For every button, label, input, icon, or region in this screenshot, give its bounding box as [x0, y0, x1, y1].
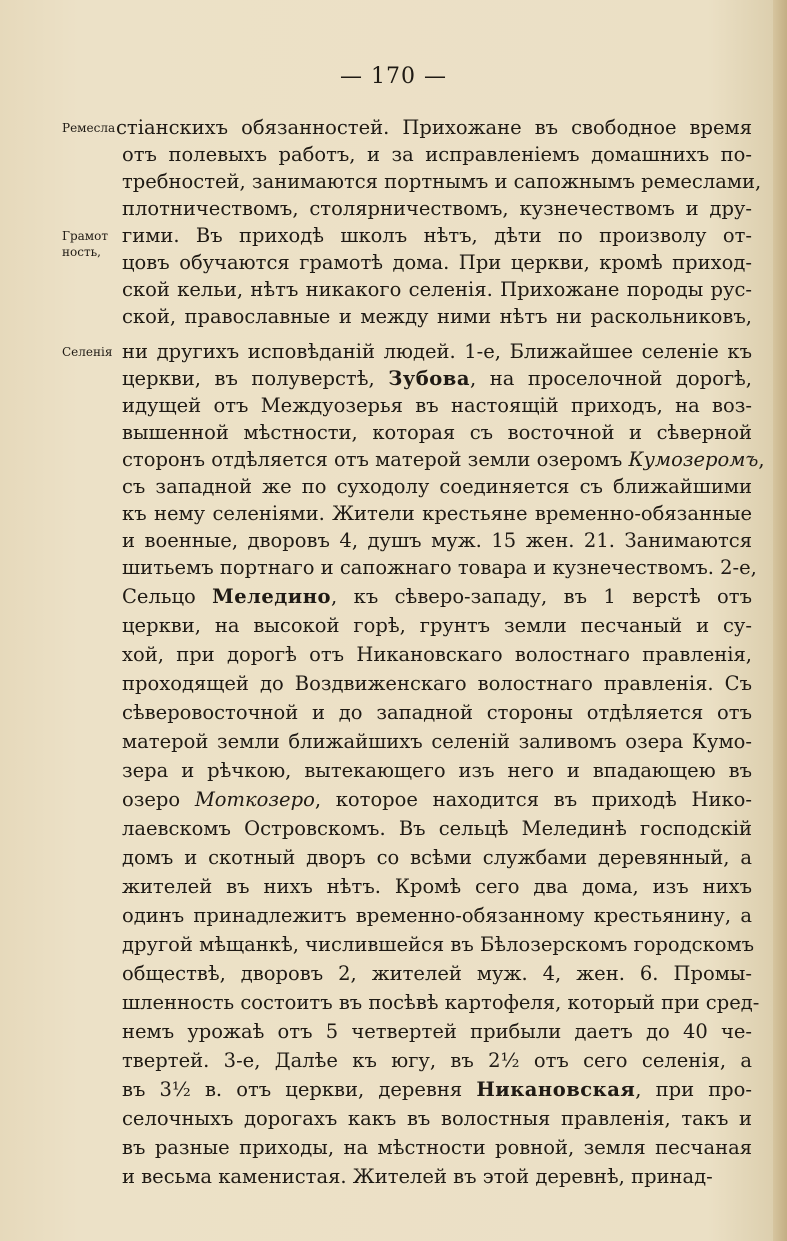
text-segment: озеро [122, 788, 195, 811]
text-segment: , которое находится въ приходѣ Нико- [314, 788, 752, 811]
text-segment: , на проселочной дорогѣ, [469, 367, 753, 390]
text-line: идущей отъ Междуозерья въ настоящій приходъ, на воз- [122, 394, 752, 417]
text-line [122, 446, 765, 473]
text-line: шитьемъ портнаго и сапожнаго товара и кузнечествомъ. 2-е, [122, 556, 757, 579]
margin-note-literacy-2: ность, [62, 245, 101, 259]
text-line: хой, при дорогѣ отъ Никановскаго волостнаго правленія, [122, 643, 752, 666]
text-line: другой мѣщанкѣ, числившейся въ Бѣлозерскомъ городскомъ [122, 933, 755, 956]
text-line: немъ урожаѣ отъ 5 четвертей прибыли даетъ до 40 че- [122, 1020, 752, 1043]
text-segment: , при про- [635, 1078, 752, 1101]
text-line: одинъ принадлежитъ временно-обязанному крестьянину, а [122, 904, 752, 927]
text-segment: Сельцо [122, 585, 213, 608]
text-segment: въ 3½ в. отъ церкви, деревня [122, 1078, 477, 1101]
text-line: ской кельи, нѣтъ никакого селенія. Прихожане породы рус- [122, 278, 752, 301]
village-name-zubova: Зубова [388, 367, 470, 390]
text-line: и весьма каменистая. Жителей въ этой деревнѣ, принад- [122, 1165, 713, 1188]
text-line: требностей, занимаются портнымъ и сапожнымъ ремеслами, [122, 170, 762, 193]
text-line: твертей. 3-е, Далѣе къ югу, въ 2½ отъ сего селенія, а [122, 1049, 752, 1072]
text-segment: сторонъ отдѣляется отъ матерой земли озеромъ [122, 448, 629, 471]
page-edge [773, 0, 787, 1241]
text-line: матерой земли ближайшихъ селеній заливомъ озера Кумо- [122, 730, 752, 753]
text-line: зера и рѣчкою, вытекающего изъ него и впадающею въ [122, 759, 752, 782]
text-line: проходящей до Воздвиженскаго волостнаго правленія. Съ [122, 672, 752, 695]
village-name-nikanovskaya: Никановская [476, 1078, 636, 1101]
text-line: домъ и скотный дворъ со всѣми службами деревянный, а [122, 846, 752, 869]
text-line [122, 583, 752, 610]
text-line [122, 365, 752, 392]
text-segment: , [758, 448, 765, 471]
text-line: вышенной мѣстности, которая съ восточной и сѣверной [122, 421, 752, 444]
text-line: и военные, дворовъ 4, душъ муж. 15 жен. 21. Занимаются [122, 529, 752, 552]
text-line: съ западной же по суходолу соединяется съ ближайшими [122, 475, 752, 498]
village-name-meledino: Мелединo [212, 585, 332, 608]
text-line: ни другихъ исповѣданій людей. 1-е, Ближайшее селеніе къ [122, 340, 752, 363]
text-line: сѣверовосточной и до западной стороны отдѣляется отъ [122, 701, 752, 724]
text-line: церкви, на высокой горѣ, грунтъ земли песчаный и су- [122, 614, 752, 637]
text-line [122, 786, 752, 813]
page-number: — 170 — [340, 64, 447, 89]
text-line: обществѣ, дворовъ 2, жителей муж. 4, жен. 6. Промы- [122, 962, 752, 985]
text-line: отъ полевыхъ работъ, и за исправленіемъ домашнихъ по- [122, 143, 752, 166]
lake-name-motkozero: Моткозеро [194, 788, 315, 811]
text-line: въ разные приходы, на мѣстности ровной, земля песчаная [122, 1136, 752, 1159]
text-line: плотничествомъ, столярничествомъ, кузнечествомъ и дру- [122, 197, 752, 220]
margin-note-villages: Селенія [62, 345, 113, 359]
margin-note-literacy-1: Грамот [62, 229, 108, 243]
text-line: ской, православные и между ними нѣтъ ни раскольниковъ, [122, 305, 752, 328]
text-line: цовъ обучаются грамотѣ дома. При церкви, кромѣ приход- [122, 251, 752, 274]
text-line: стіанскихъ обязанностей. Прихожане въ свободное время [116, 116, 752, 139]
text-line: гими. Въ приходѣ школъ нѣтъ, дѣти по произволу от- [122, 224, 752, 247]
text-line: жителей въ нихъ нѣтъ. Кромѣ сего два дома, изъ нихъ [122, 875, 752, 898]
lake-name-kumozero: Кумозеромъ [628, 448, 759, 471]
text-segment: церкви, въ полуверстѣ, [122, 367, 389, 390]
margin-note-crafts: Ремесла [62, 121, 116, 135]
text-line [122, 1076, 752, 1103]
text-line: шленность состоитъ въ посѣвѣ картофеля, который при сред- [122, 991, 760, 1014]
text-line: къ нему селеніями. Жители крестьяне временно-обязанные [122, 502, 752, 525]
text-segment: , къ сѣверо-западу, въ 1 верстѣ отъ [331, 585, 752, 608]
text-line: селочныхъ дорогахъ какъ въ волостныя правленія, такъ и [122, 1107, 752, 1130]
text-line: лаевскомъ Островскомъ. Въ сельцѣ Мелединѣ господскій [122, 817, 752, 840]
